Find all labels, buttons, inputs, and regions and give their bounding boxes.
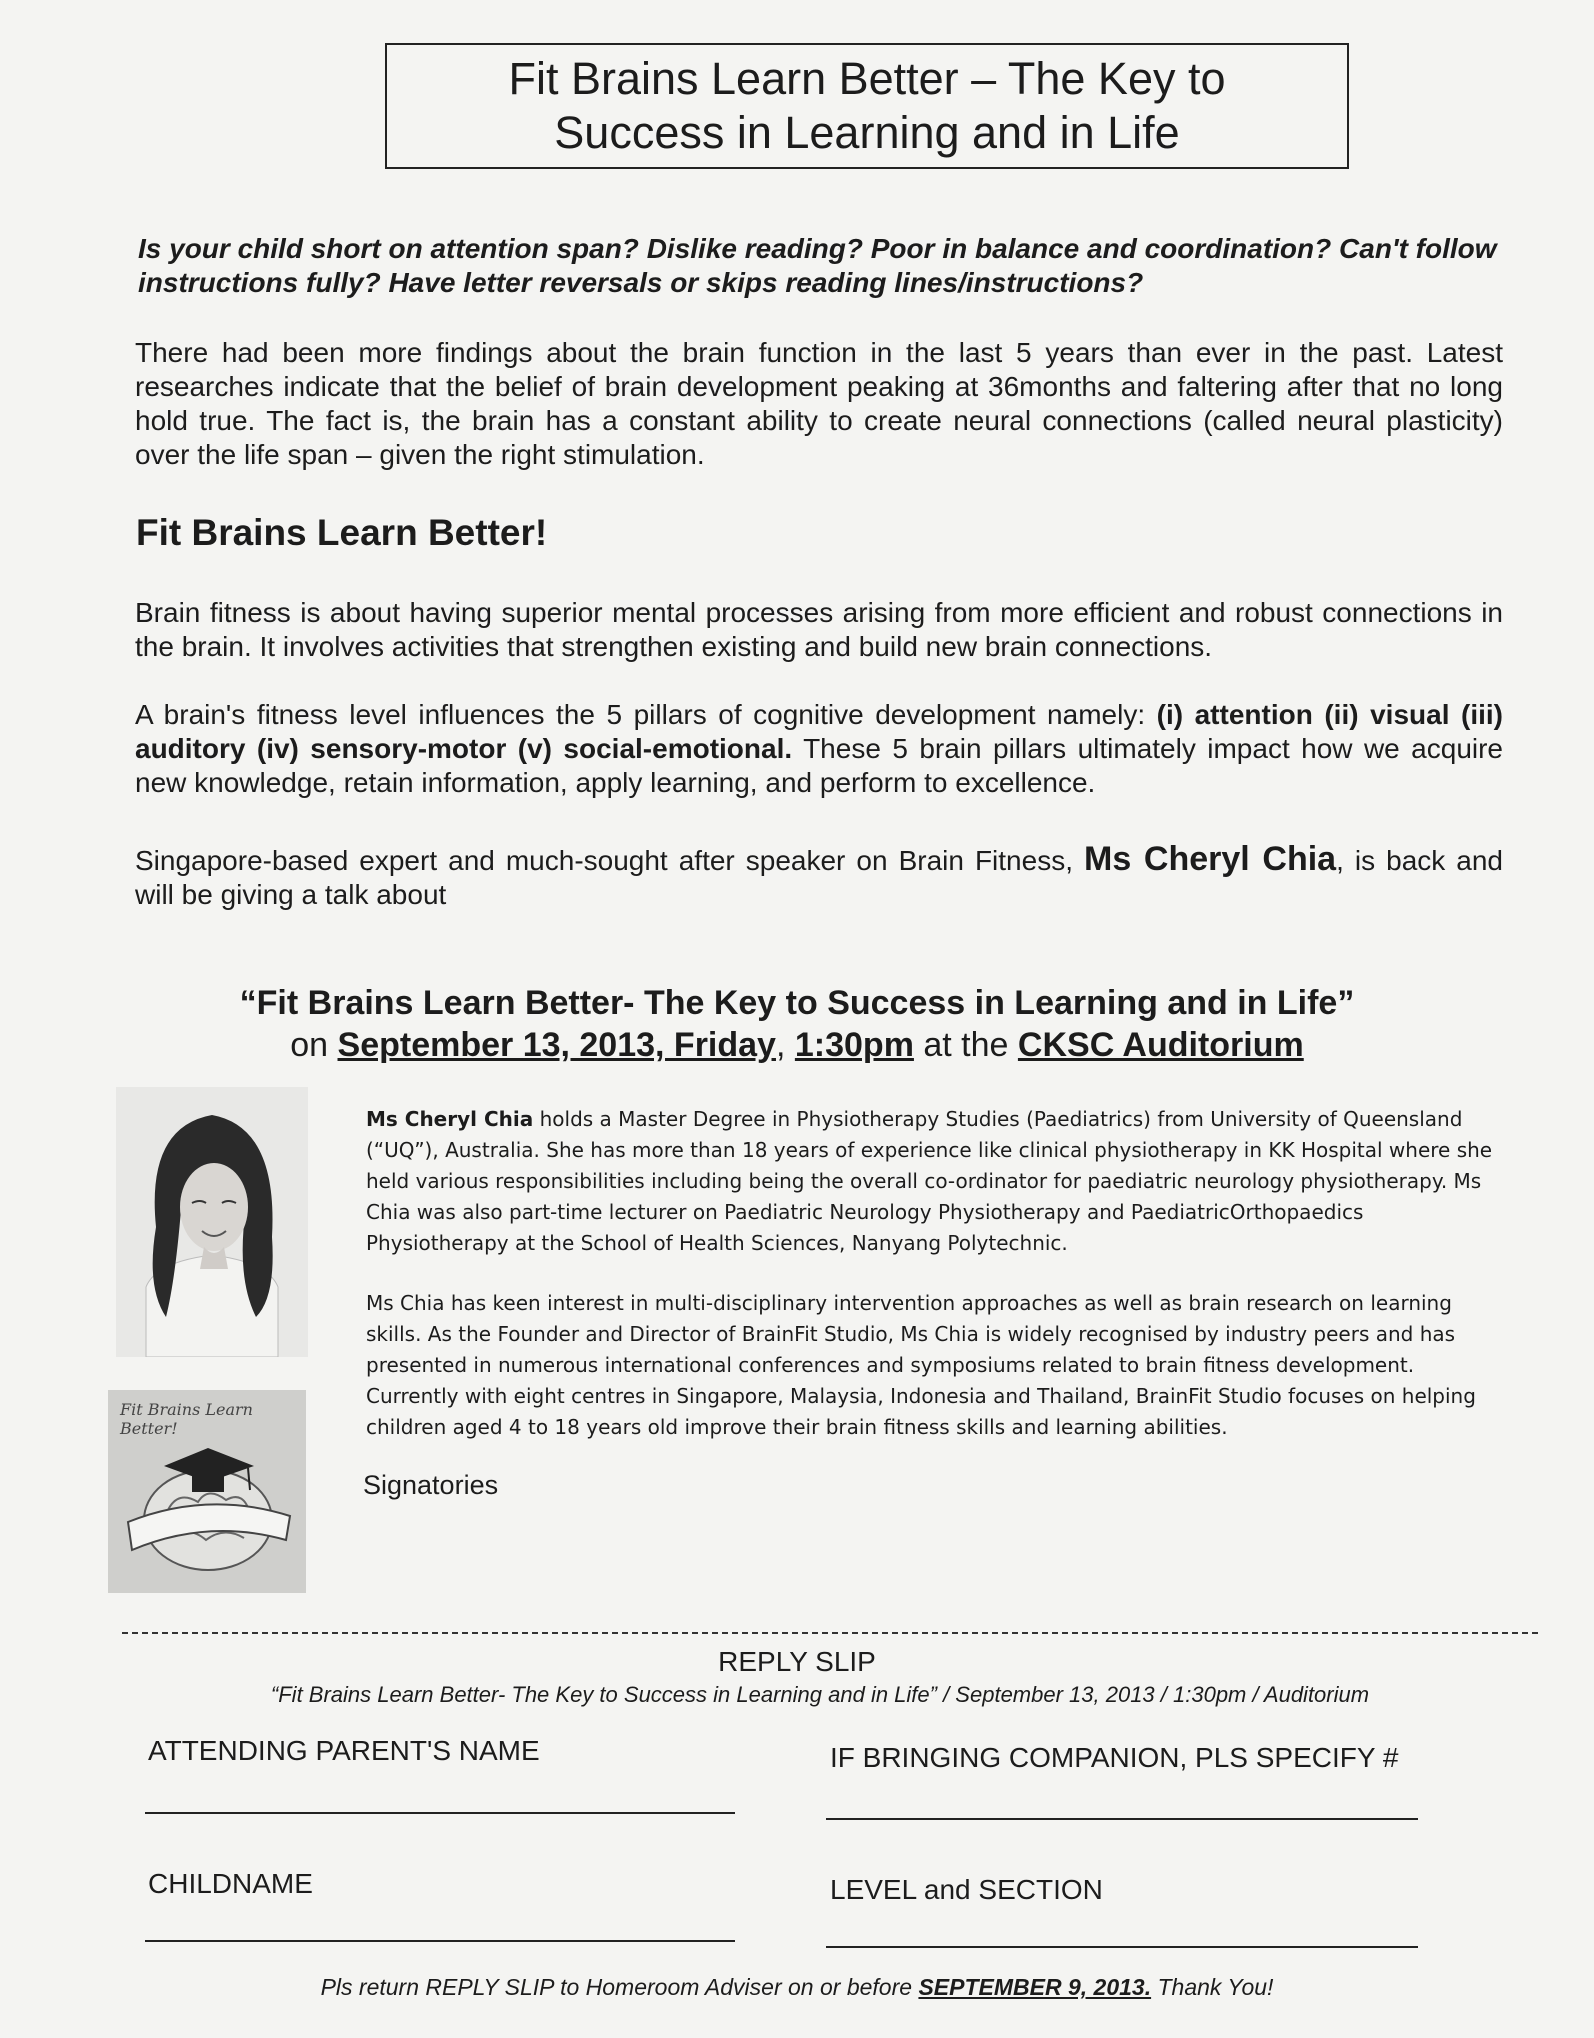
speaker-talk-text: , is back and will be giving a talk about (135, 845, 1504, 910)
talk-venue: CKSC Auditorium (1017, 1026, 1304, 1064)
speaker-intro-text: Singapore-based expert and much-sought after speaker on Brain Fitness, (135, 845, 1084, 876)
intro-questions: Is your child short on attention span? Dislike reading? Poor in balance and coordination? Can't follow instructions fully? Have letter reversals or skips reading lines/instructions? (138, 233, 1497, 298)
speaker-photo (116, 1087, 308, 1357)
paragraph-speaker (135, 842, 1503, 912)
pillars-intro-text: A brain's fitness level influences the 5 pillars of cognitive development namely: (135, 699, 1157, 730)
talk-title: “Fit Brains Learn Better- The Key to Success in Learning and in Life” (239, 984, 1355, 1022)
reply-slip-subtitle: “Fit Brains Learn Better- The Key to Success in Learning and in Life” / September 13, 2013 / 1:30pm / Auditorium (270, 1682, 1370, 1707)
paragraph-brain-findings: There had been more findings about the brain function in the last 5 years than ever in the past. Latest researches indicate that the belief of brain development peaking at 36months and faltering after that no long hold true. The fact is, the brain has a constant ability to create neural connections (called neural plasticity) over the life span – given the right stimulation. (135, 337, 1503, 470)
parent-name-label: ATTENDING PARENT'S NAME (148, 1735, 540, 1766)
pillars-impact-text: These 5 brain pillars ultimately impact how we acquire new knowledge, retain information, apply learning, and perform to excellence. (135, 733, 1504, 798)
bio-name: Ms Cheryl Chia (366, 1107, 534, 1131)
return-deadline: SEPTEMBER 9, 2013. (918, 1974, 1152, 2000)
signatories-label: Signatories (363, 1470, 499, 1500)
level-section-label: LEVEL and SECTION (830, 1874, 1103, 1905)
child-name-label: CHILDNAME (148, 1868, 313, 1899)
brainfit-logo (108, 1390, 306, 1593)
bio-paragraph-1 (366, 1104, 1496, 1259)
return-instructions: Pls return REPLY SLIP to Homeroom Adviser on or before SEPTEMBER 9, 2013. Thank You! (320, 1974, 1274, 2000)
child-name-field[interactable] (145, 1940, 735, 1942)
speaker-portrait-icon (116, 1087, 308, 1357)
talk-time: 1:30pm (794, 1026, 914, 1064)
speaker-name: Ms Cheryl Chia (1084, 840, 1337, 878)
cut-line (122, 1632, 1538, 1634)
pillars-list: (i) attention (ii) visual (iii) auditory (iv) sensory-motor (v) social-emotional. (135, 699, 1503, 764)
parent-name-field[interactable] (145, 1812, 735, 1814)
title-line-1: Fit Brains Learn Better – The Key to (508, 53, 1226, 104)
title-line-2: Success in Learning and in Life (554, 107, 1180, 158)
bio-paragraph-2: Ms Chia has keen interest in multi-disciplinary intervention approaches as well as brain research on learning skills. As the Founder and Director of BrainFit Studio, Ms Chia is widely recognised by industry peers and has presented in numerous international conferences and symposiums related to brain fitness development. Currently with eight centres in Singapore, Malaysia, Indonesia and Thailand, BrainFit Studio focuses on helping children aged 4 to 18 years old improve their brain fitness skills and learning abilities. (366, 1291, 1476, 1439)
talk-date: September 13, 2013, Friday (337, 1026, 776, 1064)
logo-text: Fit Brains Learn Better! (120, 1400, 253, 1438)
bio-credentials: holds a Master Degree in Physiotherapy Studies (Paediatrics) from University of Queensland (“UQ”), Australia. She has more than 18 years of experience like clinical physiotherapy in KK Hospital where she held various responsibilities including being the overall co-ordinator for paediatric neurology physiotherapy. Ms Chia was also part-time lecturer on Paediatric Neurology Physiotherapy and PaediatricOrthopaedics Physiotherapy at the School of Health Sciences, Nanyang Polytechnic. (366, 1107, 1493, 1255)
paragraph-brain-fitness: Brain fitness is about having superior mental processes arising from more efficient and robust connections in the brain. It involves activities that strengthen existing and build new brain connections. (135, 597, 1503, 662)
reply-slip-title: REPLY SLIP (718, 1646, 876, 1677)
companion-label: IF BRINGING COMPANION, PLS SPECIFY # (830, 1742, 1399, 1773)
companion-field[interactable] (826, 1818, 1418, 1820)
talk-details: on September 13, 2013, Friday, 1:30pm at the CKSC Auditorium (290, 1026, 1304, 1064)
title-box (385, 43, 1349, 169)
paragraph-five-pillars (135, 698, 1503, 800)
level-section-field[interactable] (826, 1946, 1418, 1948)
section-heading: Fit Brains Learn Better! (136, 512, 548, 553)
